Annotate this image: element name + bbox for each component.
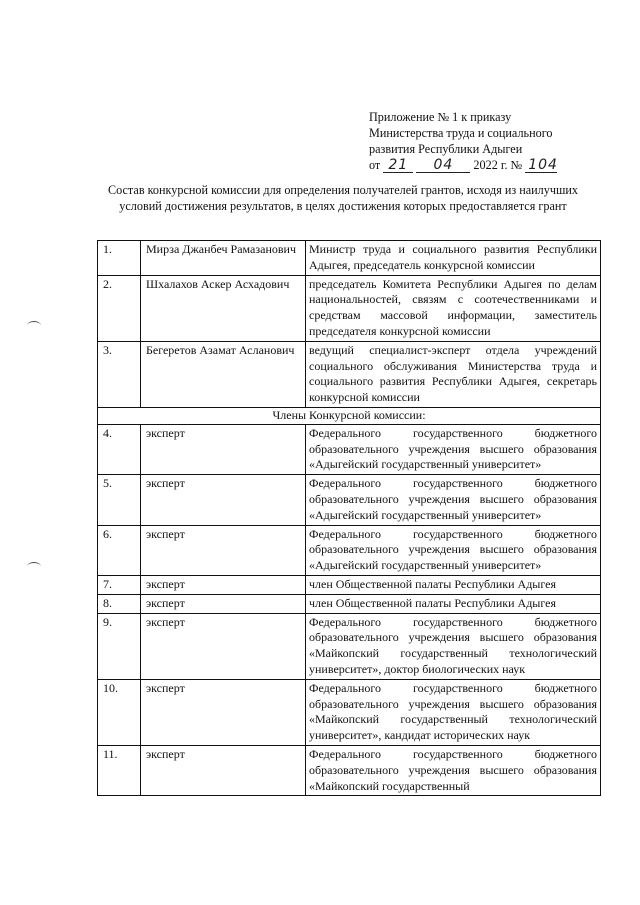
member-name: эксперт [141,679,306,745]
order-date-line [369,157,609,173]
member-name: Мирза Джанбеч Рамазанович [141,241,306,276]
table-row [98,424,601,474]
member-name: эксперт [141,575,306,594]
member-name: Бегеретов Азамат Асланович [141,341,306,407]
row-number: 2. [98,275,141,341]
table-row [98,475,601,525]
row-number: 7. [98,575,141,594]
member-role: член Общественной палаты Республики Адыгея [306,594,601,613]
table-row [98,341,601,407]
table-row [98,275,601,341]
row-number: 3. [98,341,141,407]
handwritten-day: 21 [383,158,413,173]
table-row [98,613,601,679]
table-row [98,745,601,795]
member-role: Федерального государственного бюджетного образовательного учреждения высшего образования «Адыгейский государственный университет» [306,525,601,575]
date-prefix: от [369,158,381,172]
scan-mark [27,321,41,330]
member-role: Федерального государственного бюджетного образовательного учреждения высшего образования «Майкопский государственный технологический университет», доктор биологических наук [306,613,601,679]
member-name: эксперт [141,525,306,575]
member-role: Министр труда и социального развития Республики Адыгея, председатель конкурсной комиссии [306,241,601,276]
section-row [98,407,601,424]
row-number: 8. [98,594,141,613]
row-number: 6. [98,525,141,575]
member-role: Федерального государственного бюджетного образовательного учреждения высшего образования «Майкопский государственный технологический университет», кандидат исторических наук [306,679,601,745]
member-role: Федерального государственного бюджетного образовательного учреждения высшего образования «Адыгейский государственный университет» [306,424,601,474]
row-number: 4. [98,424,141,474]
member-name: эксперт [141,594,306,613]
handwritten-order-number: 104 [525,158,557,173]
member-name: эксперт [141,613,306,679]
handwritten-month: 04 [416,158,470,173]
member-role: Федерального государственного бюджетного образовательного учреждения высшего образования «Майкопский государственный [306,745,601,795]
date-year-label: 2022 г. № [473,158,523,172]
row-number: 5. [98,475,141,525]
member-name: Шхалахов Аскер Асхадович [141,275,306,341]
table-row [98,594,601,613]
appendix-line-3: развития Республики Адыгеи [369,142,523,156]
scan-mark [27,562,41,571]
member-role: председатель Комитета Республики Адыгея по делам национальностей, связям с соотечественниками и средствам массовой информации, заместитель председателя конкурсной комиссии [306,275,601,341]
commission-table [97,240,601,796]
member-role: член Общественной палаты Республики Адыгея [306,575,601,594]
table-row [98,679,601,745]
appendix-line-1: Приложение № 1 к приказу [369,110,512,124]
row-number: 10. [98,679,141,745]
member-name: эксперт [141,424,306,474]
appendix-header [369,109,609,173]
table-row [98,575,601,594]
table-row [98,241,601,276]
row-number: 9. [98,613,141,679]
member-name: эксперт [141,475,306,525]
member-role: ведущий специалист-эксперт отдела учреждений социального обслуживания Министерства труда и социального развития Республики Адыгея, секретарь конкурсной комиссии [306,341,601,407]
table-row [98,525,601,575]
member-role: Федерального государственного бюджетного образовательного учреждения высшего образования «Адыгейский государственный университет» [306,475,601,525]
row-number: 1. [98,241,141,276]
section-title: Члены Конкурсной комиссии: [98,407,601,424]
member-name: эксперт [141,745,306,795]
appendix-line-2: Министерства труда и социального [369,126,553,140]
row-number: 11. [98,745,141,795]
document-title: Состав конкурсной комиссии для определения получателей грантов, исходя из наилучших условий достижения результатов, в целях достижения которых предоставляется грант [108,183,578,213]
